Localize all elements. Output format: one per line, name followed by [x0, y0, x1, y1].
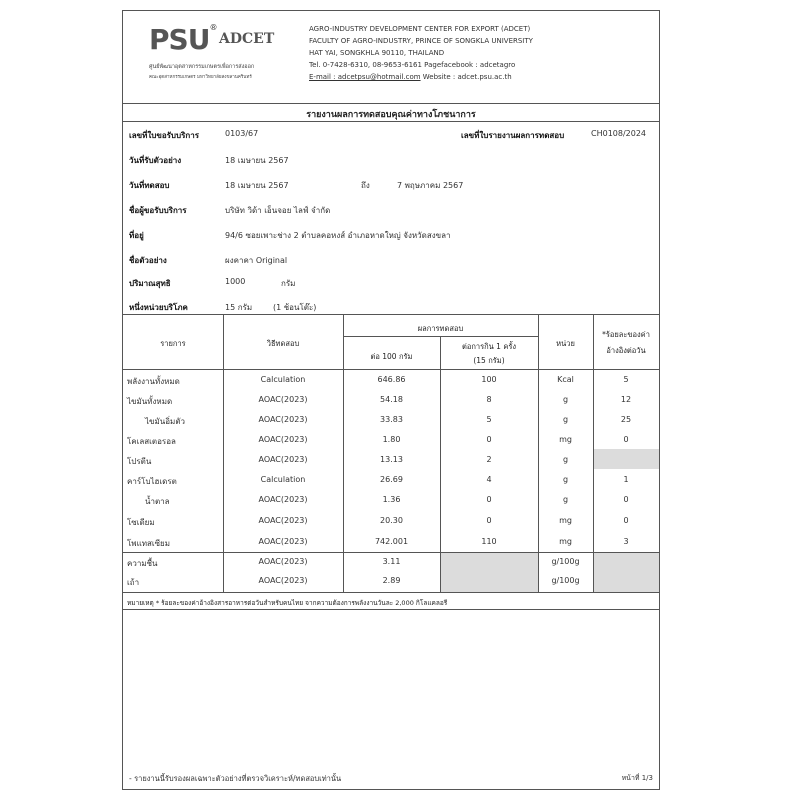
row-method: AOAC(2023)	[258, 495, 308, 504]
row-serving: 0	[486, 516, 492, 525]
row-item: โพแทสเซียม	[127, 539, 171, 548]
row-rdi: 1	[623, 475, 629, 484]
applicant-label: ชื่อผู้ขอรับบริการ	[129, 206, 187, 215]
row-per100: 20.30	[380, 516, 403, 525]
row-per100: 1.80	[382, 435, 401, 444]
divider	[223, 314, 224, 592]
table-top-border	[123, 314, 659, 315]
logo-subtitle-th: ศูนย์พัฒนาอุตสาหกรรมเกษตรเพื่อการส่งออก	[149, 64, 255, 70]
report-sheet	[122, 10, 660, 790]
divider	[538, 314, 539, 592]
row-unit: mg	[559, 537, 572, 546]
disclaimer: - รายงานนี้รับรองผลเฉพาะตัวอย่างที่ตรวจวิเคราะห์/ทดสอบเท่านั้น	[129, 774, 342, 783]
row-unit: g	[562, 415, 569, 424]
row-unit: Kcal	[557, 375, 574, 384]
psu-logo	[149, 23, 217, 56]
row-serving: 5	[486, 415, 492, 424]
email-link: E-mail : adcetpsu@hotmail.com	[309, 73, 421, 81]
row-per100: 2.89	[382, 576, 401, 585]
row-unit: g/100g	[551, 576, 580, 585]
row-rdi: 12	[620, 395, 632, 404]
row-per100: 54.18	[380, 395, 403, 404]
center-address	[309, 23, 533, 83]
report-no-label: เลขที่ใบรายงานผลการทดสอบ	[461, 131, 565, 140]
row-unit: g	[562, 475, 569, 484]
logo-subtitle-faculty: คณะอุตสาหกรรมเกษตร มหาวิทยาลัยสงขลานครินทร์	[149, 75, 252, 80]
col-header-method: วิธีทดสอบ	[266, 339, 300, 348]
empty-cell	[441, 552, 538, 592]
divider	[123, 609, 659, 610]
sample-name: ผงคาคา Original	[225, 256, 288, 265]
address-label: ที่อยู่	[129, 231, 144, 240]
service-no: 0103/67	[225, 129, 259, 138]
received-date: 18 เมษายน 2567	[225, 156, 289, 165]
address-line: AGRO-INDUSTRY DEVELOPMENT CENTER FOR EXPORT (ADCET)	[309, 25, 531, 33]
net-qty-unit: กรัม	[281, 279, 296, 288]
row-item: โปรตีน	[127, 457, 152, 466]
row-item: พลังงานทั้งหมด	[127, 377, 180, 386]
to-label: ถึง	[361, 181, 370, 190]
row-method: Calculation	[260, 475, 306, 484]
received-label: วันที่รับตัวอย่าง	[129, 156, 182, 165]
row-method: AOAC(2023)	[258, 557, 308, 566]
report-no: CH0108/2024	[591, 129, 647, 138]
address-line: HAT YAI, SONGKHLA 90110, THAILAND	[309, 49, 445, 57]
row-method: AOAC(2023)	[258, 395, 308, 404]
row-method: AOAC(2023)	[258, 576, 308, 585]
row-rdi: 0	[623, 516, 629, 525]
applicant-name: บริษัท วิด้า เอ็นจอย ไลฟ์ จำกัด	[225, 206, 331, 215]
address-line: E-mail : adcetpsu@hotmail.com Website : adcet.psu.ac.th	[309, 73, 512, 81]
report-title: รายงานผลการทดสอบคุณค่าทางโภชนาการ	[306, 110, 476, 120]
serving-label: หนึ่งหน่วยบริโภค	[129, 303, 188, 312]
row-item: ไขมันอิ่มตัว	[145, 417, 185, 426]
row-method: AOAC(2023)	[258, 415, 308, 424]
row-unit: g/100g	[551, 557, 580, 566]
table-header-bottom	[123, 369, 659, 370]
row-per100: 1.36	[382, 495, 401, 504]
col-header-rdi-sub: อ้างอิงต่อวัน	[606, 346, 646, 355]
row-unit: mg	[559, 516, 572, 525]
row-per100: 646.86	[377, 375, 406, 384]
col-header-per100: ต่อ 100 กรัม	[370, 352, 413, 361]
row-method: AOAC(2023)	[258, 455, 308, 464]
table-bottom-border	[123, 592, 659, 593]
col-header-rdi: *ร้อยละของค่า	[602, 330, 650, 339]
row-item: คาร์โบไฮเดรต	[127, 477, 177, 486]
row-per100: 3.11	[382, 557, 401, 566]
row-item: ความชื้น	[127, 559, 158, 568]
net-qty-value: 1000	[225, 277, 246, 286]
page-number: หน้าที่ 1/3	[621, 774, 653, 782]
row-per100: 13.13	[380, 455, 403, 464]
divider	[123, 121, 659, 122]
row-item: ไขมันทั้งหมด	[127, 397, 173, 406]
address-line: FACULTY OF AGRO-INDUSTRY, PRINCE OF SONGKLA UNIVERSITY	[309, 37, 533, 45]
registered-mark: ®	[209, 23, 218, 32]
row-serving: 0	[486, 435, 492, 444]
row-rdi: 3	[623, 537, 629, 546]
address-line: Tel. 0-7428-6310, 08-9653-6161 Pagefacebook : adcetagro	[309, 61, 516, 69]
divider	[123, 103, 659, 104]
row-item: โซเดียม	[127, 518, 155, 527]
row-item: เถ้า	[127, 578, 140, 587]
row-serving: 4	[486, 475, 492, 484]
row-rdi: 0	[623, 435, 629, 444]
col-header-per-serving: ต่อการกิน 1 ครั้ง	[461, 342, 517, 351]
row-unit: g	[562, 495, 569, 504]
row-method: Calculation	[260, 375, 306, 384]
psu-logo-text: PSU	[149, 23, 210, 56]
row-serving: 0	[486, 495, 492, 504]
sample-label: ชื่อตัวอย่าง	[129, 256, 167, 265]
row-rdi: 25	[620, 415, 632, 424]
row-serving: 100	[481, 375, 497, 384]
row-per100: 26.69	[380, 475, 403, 484]
serving-value: 15 กรัม	[225, 303, 253, 312]
applicant-address: 94/6 ซอยเพาะช่าง 2 ตำบลคอหงส์ อำเภอหาดใหญ่ จังหวัดสงขลา	[225, 231, 451, 240]
row-per100: 742.001	[374, 537, 409, 546]
row-serving: 2	[486, 455, 492, 464]
row-method: AOAC(2023)	[258, 435, 308, 444]
serving-note: (1 ช้อนโต๊ะ)	[273, 303, 317, 312]
empty-cell	[594, 552, 659, 592]
test-date-label: วันที่ทดสอบ	[129, 181, 170, 190]
test-end-date: 7 พฤษภาคม 2567	[397, 181, 464, 190]
col-header-item: รายการ	[160, 339, 186, 348]
footnote: หมายเหตุ * ร้อยละของค่าอ้างอิงสารอาหารต่อวันสำหรับคนไทย จากความต้องการพลังงานวันละ 2,000 กิโลแคลอรี	[127, 599, 448, 607]
col-header-results: ผลการทดสอบ	[417, 324, 464, 333]
row-method: AOAC(2023)	[258, 516, 308, 525]
row-per100: 33.83	[380, 415, 403, 424]
row-item: น้ำตาล	[145, 497, 170, 506]
row-method: AOAC(2023)	[258, 537, 308, 546]
adcet-logo: ADCET	[219, 31, 275, 47]
service-no-label: เลขที่ใบขอรับบริการ	[129, 131, 200, 140]
divider	[343, 314, 344, 592]
row-serving: 110	[481, 537, 497, 546]
row-serving: 8	[486, 395, 492, 404]
col-header-per-serving-size: (15 กรัม)	[473, 356, 505, 365]
row-item: โคเลสเตอรอล	[127, 437, 176, 446]
row-unit: mg	[559, 435, 572, 444]
col-header-unit: หน่วย	[556, 339, 575, 348]
row-rdi: 5	[623, 375, 629, 384]
divider	[440, 336, 441, 592]
row-unit: g	[562, 455, 569, 464]
net-qty-label: ปริมาณสุทธิ	[129, 279, 171, 288]
test-date: 18 เมษายน 2567	[225, 181, 289, 190]
empty-cell	[594, 449, 659, 469]
row-rdi: 0	[623, 495, 629, 504]
divider	[593, 314, 594, 592]
divider	[123, 552, 659, 553]
row-unit: g	[562, 395, 569, 404]
